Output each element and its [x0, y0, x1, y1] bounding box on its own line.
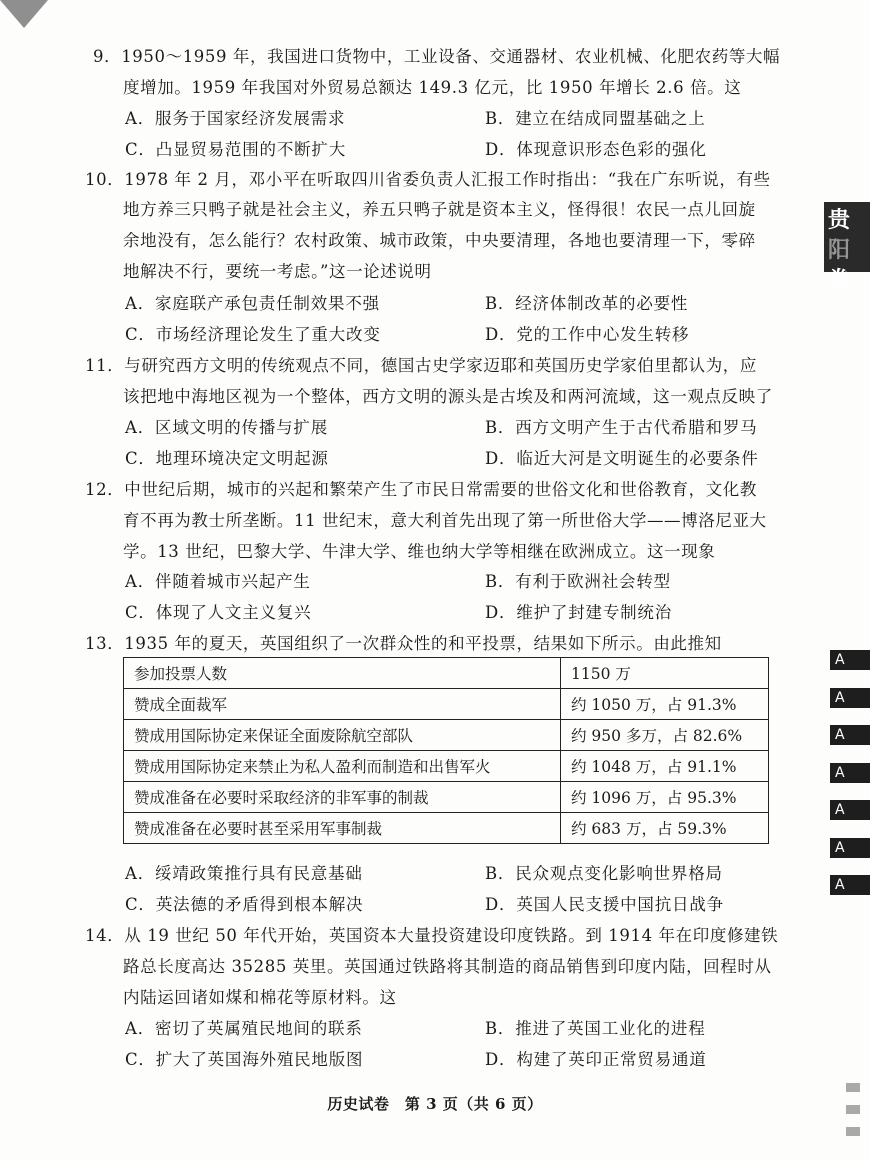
table-cell-value: 约 683 万，占 59.3% — [561, 813, 769, 844]
question-10-option-c: C．市场经济理论发生了重大改变 — [125, 325, 381, 344]
question-10-option-d: D．党的工作中心发生转移 — [485, 325, 690, 344]
table-cell-label: 赞成用国际协定来禁止为私人盈利而制造和出售军火 — [124, 751, 561, 782]
table-cell-label: 赞成准备在必要时采取经济的非军事的制裁 — [124, 782, 561, 813]
question-10-option-b: B．经济体制改革的必要性 — [485, 294, 689, 313]
table-row — [124, 751, 769, 782]
question-9-line-1: 9．1950～1959 年，我国进口货物中，工业设备、交通器材、农业机械、化肥农药等大幅 — [93, 47, 781, 66]
table-cell-label: 参加投票人数 — [124, 658, 561, 689]
question-9-option-b: B．建立在结成同盟基础之上 — [485, 109, 706, 128]
question-12-option-d: D．维护了封建专制统治 — [485, 603, 673, 622]
question-9-option-d: D．体现意识形态色彩的强化 — [485, 140, 707, 159]
side-label-tab — [824, 202, 870, 293]
question-11-option-a: A．区域文明的传播与扩展 — [125, 418, 329, 437]
question-11-option-c: C．地理环境决定文明起源 — [125, 449, 329, 468]
question-12-option-a: A．伴随着城市兴起产生 — [125, 572, 311, 591]
scan-square — [846, 1083, 860, 1092]
answer-mark: A — [830, 688, 870, 708]
question-14-line-2: 路总长度高达 35285 英里。英国通过铁路将其制造的商品销售到印度内陆，回程时从 — [123, 957, 772, 976]
question-12-option-b: B．有利于欧洲社会转型 — [485, 572, 671, 591]
table-cell-value: 约 1050 万，占 91.3% — [561, 689, 769, 720]
table-cell-value: 1150 万 — [561, 658, 769, 689]
poll-results-table — [123, 657, 769, 844]
corner-scan-mark — [0, 0, 48, 28]
side-label-line1b: 阳 — [828, 238, 851, 263]
question-13-line-1: 13．1935 年的夏天，英国组织了一次群众性的和平投票，结果如下所示。由此推知 — [85, 634, 722, 653]
question-14-line-3: 内陆运回诸如煤和棉花等原材料。这 — [123, 988, 397, 1007]
answer-mark: A — [830, 875, 870, 895]
question-14-option-d: D．构建了英印正常贸易通道 — [485, 1050, 707, 1069]
answer-mark: A — [830, 725, 870, 745]
table-cell-value: 约 1096 万，占 95.3% — [561, 782, 769, 813]
question-10-line-4: 地解决不行，要统一考虑。”这一论述说明 — [123, 262, 432, 281]
answer-mark: A — [830, 838, 870, 858]
question-10-line-2: 地方养三只鸭子就是社会主义，养五只鸭子就是资本主义，怪得很！农民一点儿回旋 — [123, 200, 756, 219]
answer-mark: A — [830, 763, 870, 783]
question-11-option-b: B．西方文明产生于古代希腊和罗马 — [485, 418, 758, 437]
question-11-line-2: 该把地中海地区视为一个整体，西方文明的源头是古埃及和两河流域，这一观点反映了 — [123, 387, 773, 406]
table-cell-label: 赞成准备在必要时甚至采用军事制裁 — [124, 813, 561, 844]
question-13-option-a: A．绥靖政策推行具有民意基础 — [125, 864, 363, 883]
question-13-option-d: D．英国人民支援中国抗日战争 — [485, 895, 724, 914]
page-footer: 历史试卷 第 3 页（共 6 页） — [327, 1095, 543, 1113]
question-12-line-2: 育不再为教士所垄断。11 世纪末，意大利首先出现了第一所世俗大学——博洛尼亚大 — [123, 511, 767, 530]
question-14-option-c: C．扩大了英国海外殖民地版图 — [125, 1050, 364, 1069]
table-row — [124, 782, 769, 813]
question-14-option-b: B．推进了英国工业化的进程 — [485, 1019, 706, 1038]
side-label-line1: 贵 — [828, 208, 851, 233]
table-row — [124, 658, 769, 689]
question-14-line-1: 14．从 19 世纪 50 年代开始，英国资本大量投资建设印度铁路。到 1914 年在印度修建铁 — [85, 926, 779, 945]
table-row — [124, 689, 769, 720]
question-12-line-1: 12．中世纪后期，城市的兴起和繁荣产生了市民日常需要的世俗文化和世俗教育，文化教 — [85, 480, 757, 499]
question-10-line-1: 10．1978 年 2 月，邓小平在听取四川省委负责人汇报工作时指出：“我在广东听说，有些 — [85, 170, 771, 189]
question-9-option-c: C．凸显贸易范围的不断扩大 — [125, 140, 347, 159]
table-row — [124, 720, 769, 751]
question-11-option-d: D．临近大河是文明诞生的必要条件 — [485, 449, 759, 468]
question-11-line-1: 11．与研究西方文明的传统观点不同，德国古史学家迈耶和英国历史学家伯里都认为，应 — [85, 356, 757, 375]
question-13-option-b: B．民众观点变化影响世界格局 — [485, 864, 723, 883]
question-9-line-2: 度增加。1959 年我国对外贸易总额达 149.3 亿元，比 1950 年增长 2.6 倍。这 — [123, 78, 742, 97]
question-14-option-a: A．密切了英属殖民地间的联系 — [125, 1019, 363, 1038]
table-row — [124, 813, 769, 844]
question-12-line-3: 学。13 世纪，巴黎大学、牛津大学、维也纳大学等相继在欧洲成立。这一现象 — [123, 542, 716, 561]
question-13-option-c: C．英法德的矛盾得到根本解决 — [125, 895, 364, 914]
table-cell-label: 赞成全面裁军 — [124, 689, 561, 720]
question-10-line-3: 余地没有，怎么能行？农村政策、城市政策，中央要清理，各地也要清理一下，零碎 — [123, 231, 756, 250]
answer-marks — [830, 650, 870, 913]
answer-mark: A — [830, 650, 870, 670]
question-9-option-a: A．服务于国家经济发展需求 — [125, 109, 346, 128]
question-12-option-c: C．体现了人文主义复兴 — [125, 603, 312, 622]
table-cell-value: 约 1048 万，占 91.1% — [561, 751, 769, 782]
table-cell-value: 约 950 多万，占 82.6% — [561, 720, 769, 751]
scan-square — [846, 1127, 860, 1136]
question-10-option-a: A．家庭联产承包责任制效果不强 — [125, 294, 380, 313]
answer-mark: A — [830, 800, 870, 820]
side-label-line2: 卷 — [828, 268, 851, 293]
table-cell-label: 赞成用国际协定来保证全面废除航空部队 — [124, 720, 561, 751]
